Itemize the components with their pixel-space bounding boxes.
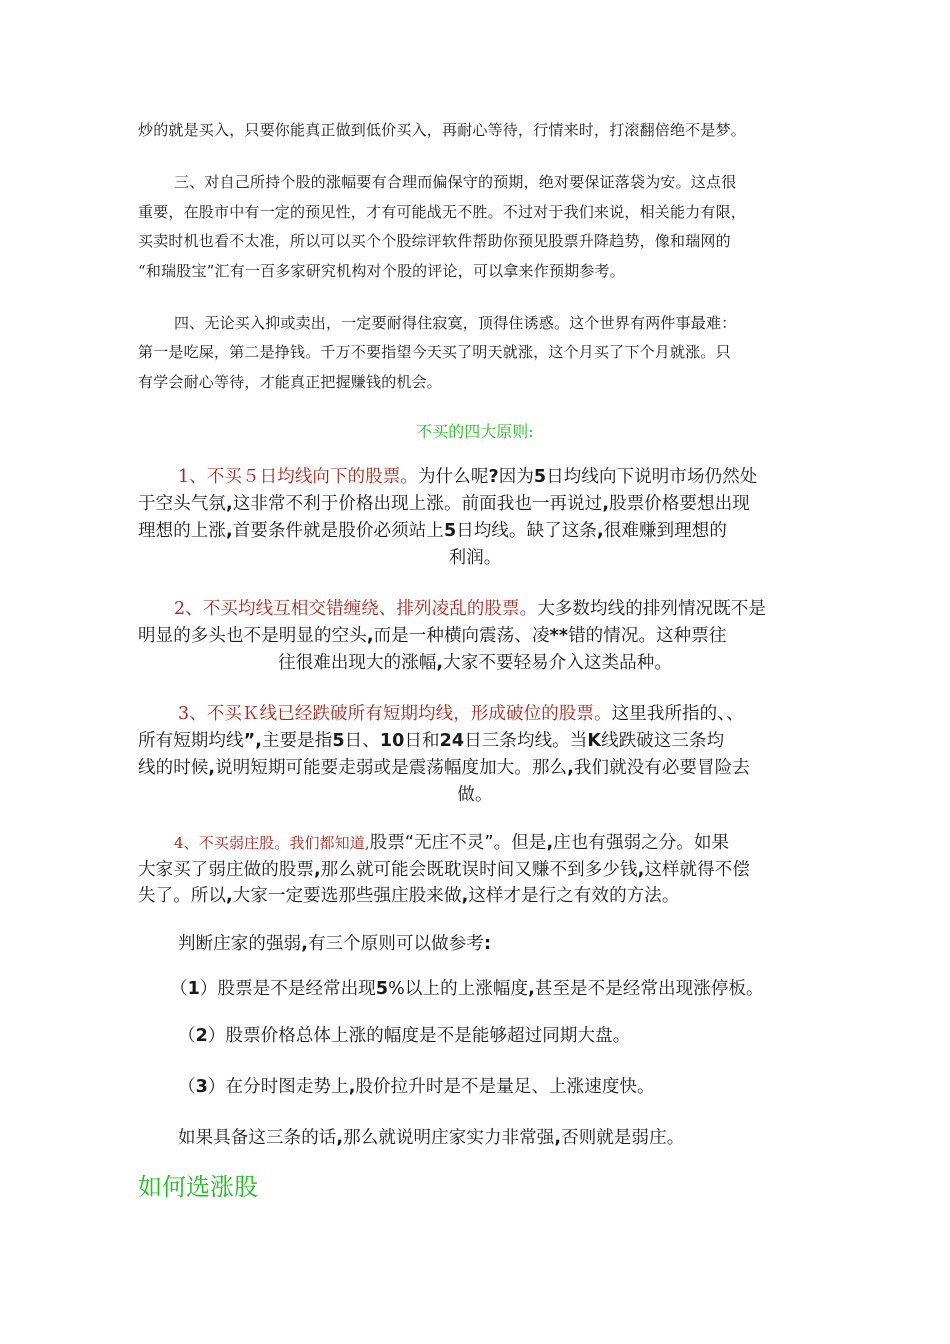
rule-2-title: 2、不买均线互相交错缠绕、排列凌乱的股票。 — [174, 599, 538, 619]
text: 因为 — [498, 467, 534, 487]
text: , — [602, 494, 610, 514]
rule-4-line-1 — [174, 829, 729, 854]
text: , — [554, 1128, 562, 1148]
text: 失了。所以 — [138, 886, 226, 906]
text: 而是一种横向震荡、凌 — [373, 626, 550, 646]
text: （ — [170, 979, 188, 999]
text: ? — [488, 467, 499, 487]
text: 大家买了弱庄做的股票 — [138, 860, 314, 880]
text: 三、对自己所持个股的涨幅要有合理而偏保守的预期，绝对要保证落袋为安。这点很 — [174, 173, 737, 191]
text: （ — [178, 1077, 196, 1097]
text: 第一是吃屎，第二是挣钱。千万不要指望今天买了明天就涨，这个月买了下个月就涨。只 — [138, 343, 731, 361]
paragraph-3-line-2 — [138, 201, 746, 222]
text: 我们就没有必要冒险去 — [573, 758, 750, 778]
text: 判断庄家的强弱 — [178, 934, 302, 954]
text: 线的时候 — [138, 758, 209, 778]
text: , — [348, 1077, 356, 1097]
paragraph-3-line-4 — [138, 260, 625, 281]
text: , — [366, 626, 374, 646]
text: , — [436, 653, 444, 673]
text: 那么就说明庄家实力非常强 — [343, 1128, 555, 1148]
text: 错的情况。这种票往 — [568, 626, 727, 646]
text: ）在分时图走势上 — [207, 1077, 349, 1097]
criterion-2 — [178, 1022, 630, 1047]
text: 1 — [187, 979, 200, 999]
text: 这样才是行之有效的方法。 — [468, 886, 680, 906]
text: , — [637, 860, 645, 880]
text: 5 — [375, 979, 389, 999]
text: , — [226, 886, 233, 906]
text: 不买的四大原则: — [416, 422, 534, 441]
text: 利润。 — [448, 548, 502, 568]
text: 说明短期可能要走弱或是震荡幅度加大。那么 — [215, 758, 568, 778]
text: , — [461, 886, 469, 906]
text: 炒的就是买入，只要你能真正做到低价买入，再耐心等待，行情来时，打滚翻倍绝不是梦。 — [138, 121, 747, 139]
text: 2 — [195, 1026, 208, 1046]
text: 所有短期均线 — [138, 731, 244, 751]
text: 日均线。缺了这条 — [456, 521, 598, 541]
paragraph-4-line-2 — [138, 341, 731, 362]
rule-1-line-3 — [138, 517, 727, 542]
rule-2-line-3 — [0, 649, 950, 674]
text: 为什么呢 — [418, 467, 489, 487]
paragraph-intro-line — [138, 119, 746, 140]
rule-2-line-2 — [138, 622, 726, 647]
rule-3-line-4 — [0, 781, 950, 806]
text: 日、 — [344, 731, 380, 751]
text: 有三个原则可以做参考 — [307, 934, 484, 954]
conclusion-line — [178, 1124, 684, 1149]
text: 线跌破这三条均 — [601, 731, 725, 751]
rule-3-line-3 — [138, 754, 750, 779]
text: 有学会耐心等待，才能真正把握赚钱的机会。 — [138, 373, 443, 391]
text: 甚至是不是经常出现涨停板。 — [534, 979, 764, 999]
text: , — [226, 494, 233, 514]
text: 明显的多头也不是明显的空头 — [138, 626, 367, 646]
rule-1-line-1 — [178, 463, 757, 488]
text: , — [208, 758, 216, 778]
text: 5 — [443, 521, 457, 541]
rule-4-line-2 — [138, 856, 750, 881]
text: 大家不要轻易介入这类品种。 — [443, 653, 672, 673]
text: 3 — [195, 1077, 208, 1097]
criterion-3 — [178, 1073, 655, 1098]
text: 日均线向下说明市场仍然处 — [546, 467, 758, 487]
text: , — [314, 860, 321, 880]
text: 主要是指 — [261, 731, 333, 751]
rule-3-line-2 — [138, 727, 724, 752]
criterion-1 — [170, 975, 764, 1000]
text: 股价拉升时是不是量足、上涨速度快。 — [355, 1077, 655, 1097]
rule-2-line-1 — [174, 595, 766, 620]
rule-1-line-2 — [138, 490, 750, 515]
text: 很难赚到理想的 — [603, 521, 727, 541]
text: “和瑞股宝”汇有一百多家研究机构对个股的评论，可以拿来作预期参考。 — [138, 262, 625, 280]
rule-4-line-3 — [138, 882, 680, 907]
text: , — [226, 521, 233, 541]
text: 如何选涨股 — [138, 1173, 258, 1201]
text: , — [597, 521, 604, 541]
text: ）股票是不是经常出现 — [199, 979, 376, 999]
rule-3-line-1 — [178, 700, 744, 725]
bottom-heading — [138, 1167, 258, 1202]
text: ”, — [243, 731, 262, 751]
rule-1-title: 1、不买５日均线向下的股票。 — [178, 467, 419, 487]
text: 日和 — [404, 731, 440, 751]
paragraph-4-line-3 — [138, 371, 442, 392]
text: 这里我所指的、、 — [611, 704, 744, 724]
text: , — [528, 979, 535, 999]
judge-line — [178, 930, 491, 955]
text: 日三条均线。当 — [464, 731, 588, 751]
rule-4-title: 4、不买弱庄股。我们都知道, — [174, 834, 370, 852]
paragraph-3-line-3 — [138, 230, 731, 251]
text: 5 — [533, 467, 547, 487]
text: , — [567, 758, 574, 778]
text: 买卖时机也看不太准，所以可以买个个股综评软件帮助你预见股票升降趋势，像和瑞网的 — [138, 232, 731, 250]
text: 首要条件就是股价必须站上 — [232, 521, 444, 541]
text: , — [301, 934, 308, 954]
text: 这非常不利于价格出现上涨。前面我也一再说过 — [232, 494, 603, 514]
text: 24 — [439, 731, 465, 751]
text: ** — [549, 626, 569, 646]
text: 于空头气氛 — [138, 494, 226, 514]
section-title — [0, 419, 950, 442]
paragraph-4-line-1 — [174, 312, 736, 333]
text: 股票价格要想出现 — [609, 494, 750, 514]
text: 大家一定要选那些强庄股来做 — [232, 886, 462, 906]
text: 四、无论买入抑或卖出，一定要耐得住寂寞，顶得住诱惑。这个世界有两件事最难： — [174, 314, 737, 332]
text: 5 — [332, 731, 345, 751]
text: K — [587, 731, 602, 751]
text: 否则就是弱庄。 — [561, 1128, 685, 1148]
text: %以上的上涨幅度 — [388, 979, 529, 999]
text: : — [483, 934, 492, 954]
text: , — [336, 1128, 344, 1148]
rule-1-line-4 — [0, 544, 950, 569]
text: 如果具备这三条的话 — [178, 1128, 337, 1148]
text: 10 — [379, 731, 405, 751]
text: 重要，在股市中有一定的预见性，才有可能战无不胜。不过对于我们来说，相关能力有限， — [138, 203, 747, 221]
text: , — [546, 833, 554, 853]
text: 往很难出现大的涨幅 — [278, 653, 437, 673]
text: 理想的上涨 — [138, 521, 226, 541]
text: ）股票价格总体上涨的幅度是不是能够超过同期大盘。 — [207, 1026, 631, 1046]
text: 做。 — [457, 785, 493, 805]
text: 股票“无庄不灵”。但是 — [369, 833, 547, 853]
text: 这样就得不偿 — [644, 860, 750, 880]
text: （ — [178, 1026, 196, 1046]
text: 大多数均线的排列情况既不是 — [537, 599, 767, 619]
rule-3-title: 3、不买Ｋ线已经跌破所有短期均线，形成破位的股票。 — [178, 704, 612, 724]
text: 那么就可能会既耽误时间又赚不到多少钱 — [320, 860, 638, 880]
text: 庄也有强弱之分。如果 — [553, 833, 730, 853]
paragraph-3-line-1 — [174, 171, 736, 192]
